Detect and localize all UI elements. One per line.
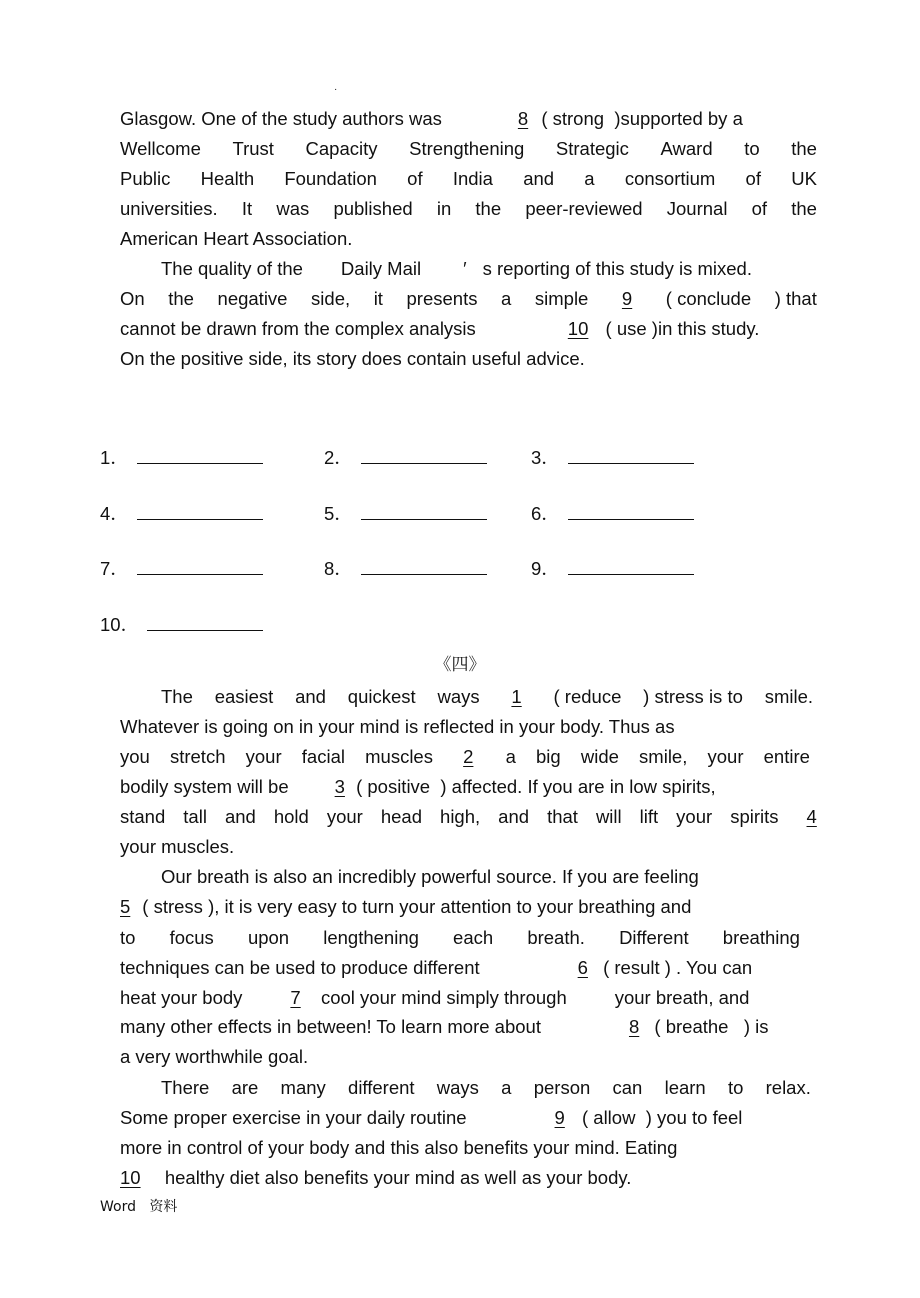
hint: ( breathe: [654, 1016, 729, 1037]
p4-line-11: [120, 987, 749, 1009]
stray-dot: ·: [334, 84, 338, 95]
line: [137, 447, 263, 464]
text: ) you to feel: [645, 1107, 743, 1128]
label: 10．: [100, 614, 140, 635]
answer-blank-4[interactable]: [100, 503, 263, 525]
word: you: [120, 746, 150, 767]
word: published: [333, 198, 413, 219]
blank-7: 7: [290, 987, 301, 1008]
p4-line-7: Our breath is also an incredibly powerful source. If you are feeling: [161, 866, 699, 887]
word: hold: [273, 806, 309, 827]
p3-line-8: [120, 318, 759, 340]
word: and: [295, 686, 326, 707]
text: bodily system will be: [120, 776, 289, 797]
label: 1．: [100, 447, 129, 468]
word: presents: [406, 288, 478, 309]
word: lift: [639, 806, 659, 827]
text: your breath, and: [614, 987, 750, 1008]
word: ways: [436, 1077, 479, 1098]
word: quickest: [347, 686, 416, 707]
word: smile,: [639, 746, 688, 767]
word: the: [475, 198, 502, 219]
blank-3: 3: [334, 776, 345, 797]
text: Some proper exercise in your daily routine: [120, 1107, 467, 1128]
blank-9: 9: [621, 288, 633, 309]
word: in: [436, 198, 452, 219]
section-title: 《四》: [434, 655, 486, 675]
answer-blank-3[interactable]: [531, 447, 694, 469]
word: Public: [120, 168, 171, 189]
text: ( stress ), it is very easy to turn your attention to your breathing and: [142, 896, 692, 917]
word: Wellcome: [120, 138, 201, 159]
word: of: [745, 168, 761, 189]
answer-blank-5[interactable]: [324, 503, 487, 525]
answer-blank-7[interactable]: [100, 558, 263, 580]
word: to: [120, 927, 136, 948]
word: stand: [120, 806, 166, 827]
p3-line-1: [120, 108, 743, 130]
word: Capacity: [305, 138, 378, 159]
p3-line-2: [120, 138, 817, 160]
word: Foundation: [284, 168, 377, 189]
hint: ( reduce: [553, 686, 622, 707]
text: in this study.: [657, 318, 760, 339]
word: the: [791, 138, 817, 159]
answer-blank-8[interactable]: [324, 558, 487, 580]
newspaper-name: Daily Mail: [340, 258, 422, 279]
word: The: [161, 686, 193, 707]
p4-line-2: Whatever is going on in your mind is reflected in your body. Thus as: [120, 716, 675, 737]
word: wide: [580, 746, 619, 767]
text: heat your body: [120, 987, 243, 1008]
word: Trust: [232, 138, 274, 159]
p3-line-7: [120, 288, 817, 310]
text: The quality of the: [161, 258, 303, 279]
label: 6．: [531, 503, 560, 524]
text: healthy diet also benefits your mind as well as your body.: [164, 1167, 632, 1188]
word: negative: [217, 288, 288, 309]
word: consortium: [624, 168, 716, 189]
p4-line-16: more in control of your body and this also benefits your mind. Eating: [120, 1137, 678, 1158]
word: spirits: [730, 806, 779, 827]
answer-blank-10[interactable]: [100, 614, 263, 636]
word: that: [547, 806, 578, 827]
line: [361, 558, 487, 575]
word: tall: [183, 806, 207, 827]
blank-1: 1: [511, 686, 522, 707]
word: Strengthening: [409, 138, 525, 159]
word: and: [224, 806, 256, 827]
line: [147, 614, 263, 631]
word: of: [407, 168, 423, 189]
word: breath.: [527, 927, 585, 948]
word: universities.: [120, 198, 218, 219]
word: a: [584, 168, 595, 189]
text: techniques can be used to produce different: [120, 957, 480, 978]
label: 5．: [324, 503, 353, 524]
word: Strategic: [555, 138, 629, 159]
word: different: [348, 1077, 415, 1098]
blank-10: 10: [120, 1167, 141, 1188]
word: muscles: [365, 746, 433, 767]
text: cool your mind simply through: [320, 987, 567, 1008]
p4-line-5: [120, 806, 817, 828]
word: big: [536, 746, 561, 767]
blank-8: 8: [517, 108, 529, 129]
text: s reporting of this study is mixed.: [482, 258, 752, 279]
word: upon: [247, 927, 290, 948]
word: and: [498, 806, 530, 827]
word: are: [231, 1077, 259, 1098]
word: Health: [200, 168, 255, 189]
line: [361, 447, 487, 464]
text: cannot be drawn from the complex analysis: [120, 318, 476, 339]
word: entire: [763, 746, 810, 767]
p4-line-6: your muscles.: [120, 836, 235, 857]
blank-6: 6: [577, 957, 588, 978]
hint: ( strong: [541, 108, 605, 129]
apostrophe: ′: [463, 258, 467, 279]
word: the: [791, 198, 817, 219]
word: UK: [791, 168, 817, 189]
p4-line-8: [120, 896, 691, 918]
line: [568, 503, 694, 520]
line: [137, 558, 263, 575]
text: )supported by a: [614, 108, 743, 129]
word: high,: [440, 806, 481, 827]
blank-5: 5: [120, 896, 131, 917]
answer-blank-9[interactable]: [531, 558, 694, 580]
p4-line-1: [161, 686, 813, 708]
word: stretch: [169, 746, 226, 767]
p4-line-13: a very worthwhile goal.: [120, 1046, 309, 1067]
label: 2．: [324, 447, 353, 468]
word: India: [452, 168, 493, 189]
word: Journal: [666, 198, 728, 219]
line: [568, 558, 694, 575]
line: [361, 503, 487, 520]
word: facial: [301, 746, 345, 767]
line: [137, 503, 263, 520]
word: your: [676, 806, 713, 827]
p4-line-9: [120, 927, 800, 949]
blank-10: 10: [567, 318, 589, 339]
word: to: [744, 138, 760, 159]
word: breathing: [722, 927, 800, 948]
word: Award: [660, 138, 713, 159]
p4-line-15: [120, 1107, 742, 1129]
word: side,: [311, 288, 351, 309]
label: 4．: [100, 503, 129, 524]
word: focus: [169, 927, 214, 948]
word: easiest: [214, 686, 274, 707]
answer-blank-2[interactable]: [324, 447, 487, 469]
word: smile.: [764, 686, 813, 707]
hint: ( allow: [581, 1107, 636, 1128]
p3-line-5: American Heart Association.: [120, 228, 353, 249]
label: 3．: [531, 447, 560, 468]
word: your: [245, 746, 282, 767]
label: 9．: [531, 558, 560, 579]
word: On: [120, 288, 145, 309]
word: There: [161, 1077, 210, 1098]
answer-blank-6[interactable]: [531, 503, 694, 525]
p3-line-6: [161, 258, 752, 280]
line: [568, 447, 694, 464]
hint: ( positive: [356, 776, 431, 797]
p4-line-17: [120, 1167, 631, 1189]
hint: ( result ) . You can: [603, 957, 753, 978]
word: learn: [664, 1077, 706, 1098]
word: lengthening: [323, 927, 419, 948]
word: a: [501, 1077, 512, 1098]
text: ) affected. If you are in low spirits,: [440, 776, 716, 797]
word: simple: [534, 288, 589, 309]
blank-8: 8: [628, 1016, 640, 1037]
word: relax.: [765, 1077, 811, 1098]
blank-2: 2: [463, 746, 474, 767]
p3-line-3: [120, 168, 817, 190]
word: a: [505, 746, 516, 767]
answer-blank-1[interactable]: [100, 447, 263, 469]
word: peer-reviewed: [525, 198, 643, 219]
word: each: [453, 927, 494, 948]
word: to: [727, 1077, 744, 1098]
word: person: [533, 1077, 591, 1098]
word: can: [612, 1077, 643, 1098]
word: was: [276, 198, 310, 219]
blank-4: 4: [806, 806, 817, 827]
word: and: [523, 168, 555, 189]
word: a: [501, 288, 512, 309]
word: ways: [437, 686, 480, 707]
word: ) that: [774, 288, 817, 309]
word: head: [380, 806, 423, 827]
text: many other effects in between! To learn more about: [120, 1016, 541, 1037]
label: 7．: [100, 558, 129, 579]
word: of: [751, 198, 768, 219]
p4-line-3: [120, 746, 810, 768]
label: 8．: [324, 558, 353, 579]
text: Glasgow. One of the study authors was: [120, 108, 442, 129]
p4-line-12: [120, 1016, 769, 1038]
hint: ( use ): [605, 318, 658, 339]
word: many: [280, 1077, 326, 1098]
hint: ( conclude: [665, 288, 752, 309]
word: will: [595, 806, 622, 827]
word: your: [326, 806, 363, 827]
p4-line-10: [120, 957, 752, 979]
word: Different: [619, 927, 689, 948]
word: ) stress is to: [643, 686, 743, 707]
p4-line-4: [120, 776, 716, 798]
word: your: [707, 746, 744, 767]
p3-line-4: [120, 198, 817, 220]
footer-label: Word 资料: [100, 1199, 178, 1215]
text: ) is: [743, 1016, 769, 1037]
word: It: [241, 198, 253, 219]
word: it: [373, 288, 383, 309]
p4-line-14: [161, 1077, 811, 1099]
p3-line-9: On the positive side, its story does contain useful advice.: [120, 348, 585, 369]
word: the: [168, 288, 194, 309]
blank-9: 9: [554, 1107, 565, 1128]
